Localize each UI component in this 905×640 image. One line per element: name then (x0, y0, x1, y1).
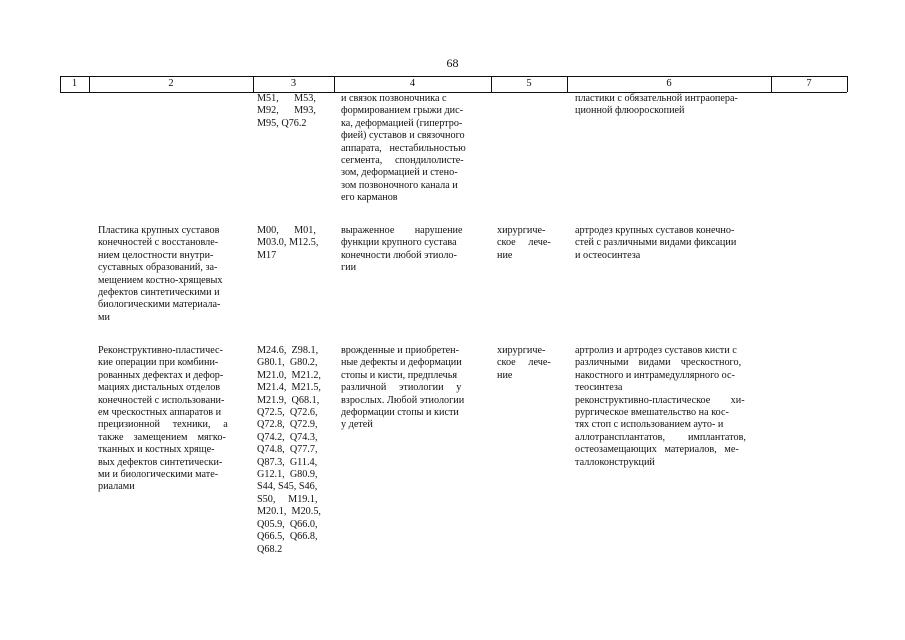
table-cell (341, 345, 487, 432)
cell-line: мещением костно-хрящевых (98, 274, 223, 286)
cell-line: ные дефекты и деформации (341, 357, 462, 369)
table-cell (497, 225, 561, 262)
cell-line: конечностей с использовани- (98, 394, 225, 406)
cell-line: аллотрансплантатов, имплантатов, (575, 431, 746, 443)
cell-line: мациях дистальных отделов (98, 382, 221, 394)
cell-line: кие операции при комбини- (98, 357, 219, 369)
cell-line: тях стоп с использованием ауто- и (575, 419, 724, 431)
cell-line: Q72.5, Q72.6, (257, 407, 318, 419)
table-cell (575, 93, 766, 118)
cell-line: стей с различными видами фиксации (575, 237, 737, 249)
cell-line: таллоконструкций (575, 456, 655, 468)
cell-line: S44, S45, S46, (257, 481, 318, 493)
cell-line: у детей (341, 419, 373, 431)
cell-line: артролиз и артродез суставов кисти с (575, 345, 737, 356)
cell-line: врожденные и приобретен- (341, 345, 460, 356)
cell-line: дефектов синтетическими и (98, 287, 220, 299)
cell-line: остеозамещающих материалов, ме- (575, 444, 739, 456)
cell-line: M17 (257, 249, 277, 261)
cell-line: M95, Q76.2 (257, 117, 307, 129)
cell-line: ское лече- (497, 357, 551, 369)
cell-line: функции крупного сустава (341, 237, 457, 249)
table-cell (497, 345, 561, 382)
cell-line: Пластика крупных суставов (98, 225, 220, 236)
cell-line: сегмента, спондилолисте- (341, 155, 464, 167)
table-cell (257, 93, 329, 130)
cell-line: Q74.8, Q77.7, (257, 444, 318, 456)
cell-line: M21.0, M21.2, (257, 369, 321, 381)
cell-line: реконструктивно-пластическое хи- (575, 394, 745, 406)
cell-line: ционной флюороскопией (575, 105, 685, 117)
cell-line: M03.0, M12.5, (257, 237, 319, 249)
cell-line: конечностей с восстановле- (98, 237, 219, 249)
column-number: 4 (409, 78, 416, 89)
cell-line: M00, M01, (257, 225, 316, 236)
cell-line: нием целостности внутри- (98, 249, 214, 261)
column-number: 1 (71, 78, 78, 89)
table-header-top-rule (60, 76, 847, 77)
cell-line: S50, M19.1, (257, 493, 318, 505)
table-cell (575, 345, 766, 469)
cell-line: стопы и кисти, предплечья (341, 369, 458, 381)
table-cell (257, 225, 329, 262)
cell-line: G12.1, G80.9, (257, 469, 318, 481)
cell-line: ское лече- (497, 237, 551, 249)
cell-line: его карманов (341, 192, 398, 204)
cell-line: вых дефектов синтетически- (98, 456, 223, 468)
table-cell (575, 225, 766, 262)
cell-line: M21.4, M21.5, (257, 382, 321, 394)
cell-line: прецизионной техники, а (98, 419, 228, 431)
column-number: 7 (806, 78, 812, 89)
cell-line: Q72.8, Q72.9, (257, 419, 318, 431)
cell-line: рованных дефектах и дефор- (98, 369, 224, 381)
cell-line: также замещением мягко- (98, 431, 226, 443)
cell-line: G80.1, G80.2, (257, 357, 318, 369)
cell-line: и связок позвоночника с (341, 93, 447, 104)
cell-line: различной этиологии у (341, 382, 462, 394)
cell-line: выраженное нарушение (341, 225, 463, 236)
cell-line: гии (341, 262, 357, 274)
cell-line: суставных образований, за- (98, 262, 218, 274)
cell-line: биологическими материала- (98, 299, 221, 311)
cell-line: M51, M53, (257, 93, 316, 104)
table-cell (341, 225, 487, 275)
cell-line: и остеосинтеза (575, 249, 641, 261)
column-number: 3 (290, 78, 297, 89)
column-number: 6 (666, 78, 672, 89)
cell-line: ем чрескостных аппаратов и (98, 407, 222, 419)
cell-line: формированием грыжи дис- (341, 105, 464, 117)
cell-line: фией) суставов и связочного (341, 130, 465, 142)
cell-line: ние (497, 369, 513, 381)
table-cell (341, 93, 487, 205)
cell-line: деформации стопы и кисти (341, 407, 459, 419)
cell-line: пластики с обязательной интраопера- (575, 93, 738, 104)
cell-line: зом позвоночного канала и (341, 179, 458, 191)
cell-line: ми (98, 311, 110, 323)
cell-line: M92, M93, (257, 105, 316, 117)
column-number: 2 (168, 78, 174, 89)
cell-line: артродез крупных суставов конечно- (575, 225, 735, 236)
cell-line: взрослых. Любой этиологии (341, 394, 465, 406)
cell-line: Q05.9, Q66.0, (257, 518, 318, 530)
cell-line: хирургиче- (497, 225, 546, 236)
cell-line: M20.1, M20.5, (257, 506, 321, 518)
cell-line: накостного и интрамедуллярного ос- (575, 369, 735, 381)
table-cell (257, 345, 329, 556)
cell-line: рургическое вмешательство на кос- (575, 407, 729, 419)
cell-line: Q74.2, Q74.3, (257, 431, 318, 443)
cell-line: M24.6, Z98.1, (257, 345, 319, 356)
cell-line: Реконструктивно-пластичес- (98, 345, 223, 356)
cell-line: аппарата, нестабильностью (341, 142, 466, 154)
table-cell (98, 345, 248, 494)
cell-line: риалами (98, 481, 135, 493)
cell-line: хирургиче- (497, 345, 546, 356)
table-cell (98, 225, 248, 324)
cell-line: M21.9, Q68.1, (257, 394, 320, 406)
cell-line: теосинтеза (575, 382, 623, 394)
page-number: 68 (446, 56, 459, 70)
cell-line: тканных и костных хряще- (98, 444, 215, 456)
column-divider (847, 76, 848, 92)
cell-line: Q87.3, G11.4, (257, 456, 318, 468)
cell-line: Q68.2 (257, 543, 283, 555)
cell-line: конечности любой этиоло- (341, 249, 457, 261)
cell-line: ка, деформацией (гипертро- (341, 117, 463, 129)
cell-line: зом, деформацией и стено- (341, 167, 458, 179)
column-number: 5 (526, 78, 532, 89)
cell-line: Q66.5, Q66.8, (257, 531, 318, 543)
cell-line: ние (497, 249, 513, 261)
cell-line: ми и биологическими мате- (98, 469, 219, 481)
cell-line: различными видами чрескостного, (575, 357, 742, 369)
